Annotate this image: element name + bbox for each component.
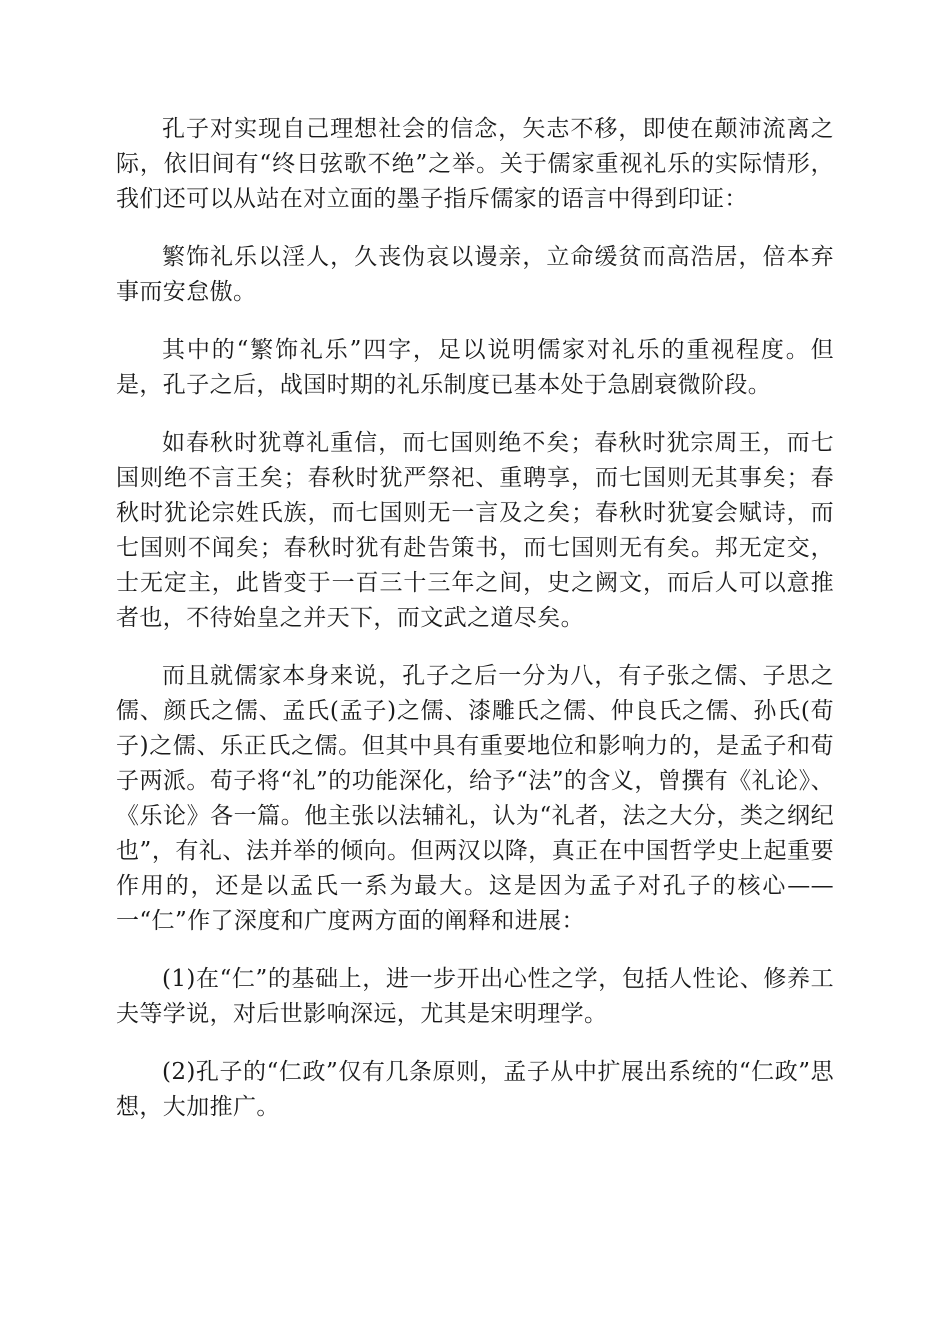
paragraph-3: 其中的“繁饰礼乐”四字，足以说明儒家对礼乐的重视程度。但是，孔子之后，战国时期的礼乐制度已基本处于急剧衰微阶段。 bbox=[116, 337, 834, 398]
paragraph-4: 如春秋时犹尊礼重信，而七国则绝不矣；春秋时犹宗周王，而七国则绝不言王矣；春秋时犹严祭祀、重聘享，而七国则无其事矣；春秋时犹论宗姓氏族，而七国则无一言及之矣；春秋时犹宴会赋诗，而七国则不闻矣；春秋时犹有赴告策书，而七国则无有矣。邦无定交，士无定主，此皆变于一百三十三年之间，史之阙文，而后人可以意推者也，不待始皇之并天下，而文武之道尽矣。 bbox=[116, 430, 834, 631]
paragraph-7-item-2: (2)孔子的“仁政”仅有几条原则，孟子从中扩展出系统的“仁政”思想，大加推广。 bbox=[116, 1059, 834, 1120]
paragraph-5: 而且就儒家本身来说，孔子之后一分为八，有子张之儒、子思之儒、颜氏之儒、孟氏(孟子)之儒、漆雕氏之儒、仲良氏之儒、孙氏(荀子)之儒、乐正氏之儒。但其中具有重要地位和影响力的，是孟子和荀子两派。荀子将“礼”的功能深化，给予“法”的含义，曾撰有《礼论》、《乐论》各一篇。他主张以法辅礼，认为“礼者，法之大分，类之纲纪也”，有礼、法并举的倾向。但两汉以降，真正在中国哲学史上起重要作用的，还是以孟氏一系为最大。这是因为孟子对孔子的核心——一“仁”作了深度和广度两方面的阐释和进展： bbox=[116, 663, 834, 934]
paragraph-6-item-1: (1)在“仁”的基础上，进一步开出心性之学，包括人性论、修养工夫等学说，对后世影响深远，尤其是宋明理学。 bbox=[116, 966, 834, 1027]
document-body bbox=[116, 112, 834, 1148]
paragraph-2-quote: 繁饰礼乐以淫人，久丧伪哀以谩亲，立命缓贫而高浩居，倍本弃事而安怠傲。 bbox=[116, 244, 834, 305]
paragraph-1: 孔子对实现自己理想社会的信念，矢志不移，即使在颠沛流离之际，依旧间有“终日弦歌不绝”之举。关于儒家重视礼乐的实际情形，我们还可以从站在对立面的墨子指斥儒家的语言中得到印证： bbox=[116, 116, 834, 212]
